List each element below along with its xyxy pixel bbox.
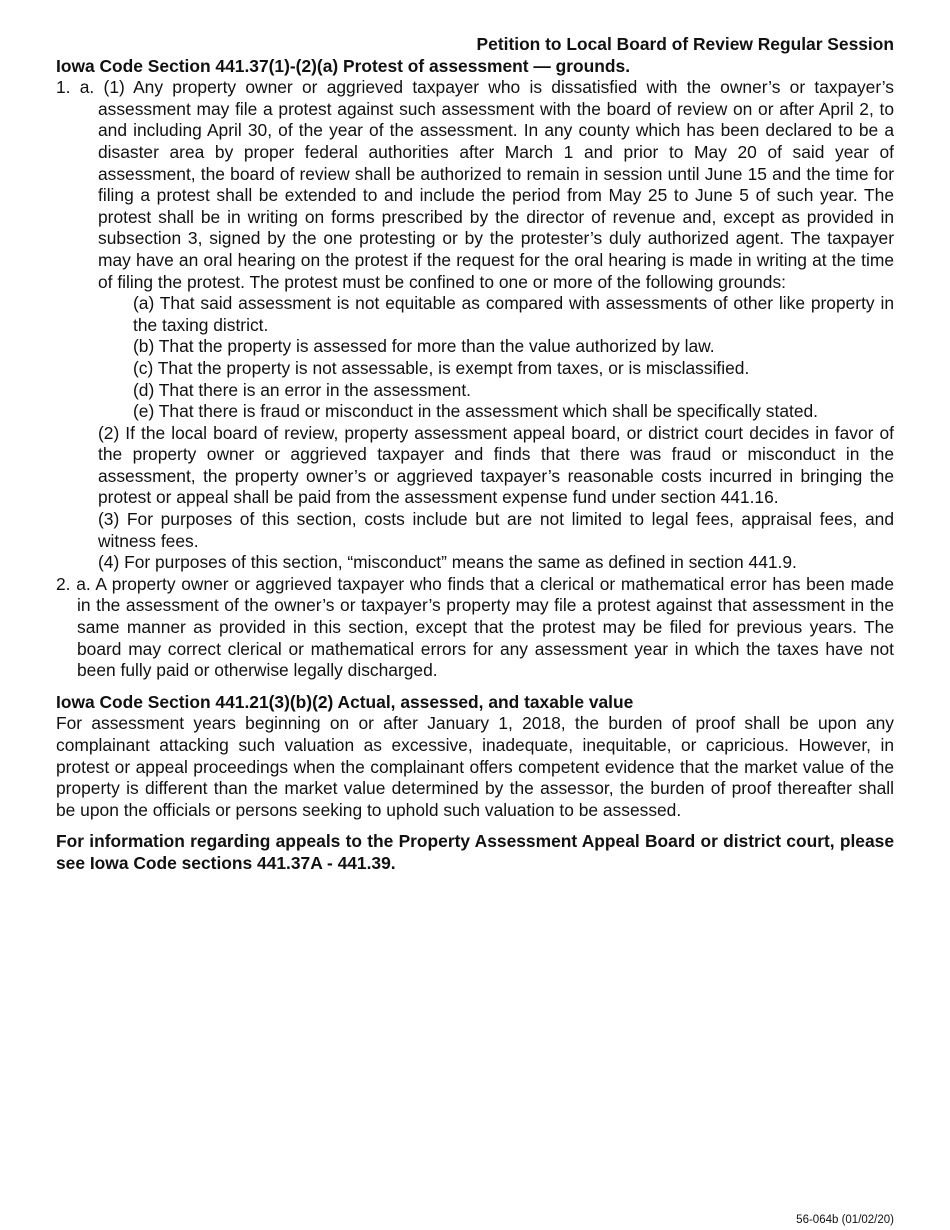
section-heading-441-37: Iowa Code Section 441.37(1)-(2)(a) Protest of assessment — grounds. xyxy=(56,55,631,76)
paragraph-1a1: 1. a. (1) Any property owner or aggrieved taxpayer who is dissatisfied with the owner’s or taxpayer’s assessment may file a protest against such assessment with the board of review on or after April 2, to and including April 30, of the year of the assessment. In any county which has been declared to be a disaster area by proper federal authorities after March 1 and prior to May 20 of said year of assessment, the board of review shall be authorized to remain in session until June 15 and the time for filing a protest shall be extended to and include the period from May 25 to June 5 of such year. The protest shall be in writing on forms prescribed by the director of revenue and, except as provided in subsection 3, signed by the one protesting or by the protester’s duly authorized agent. The taxpayer may have an oral hearing on the protest if the request for the oral hearing is made in writing at the time of filing the protest. The protest must be confined to one or more of the following grounds: xyxy=(56,77,894,292)
appeals-note: For information regarding appeals to the Property Assessment Appeal Board or district court, please see Iowa Code sections 441.37A - 441.39. xyxy=(56,831,894,873)
paragraph-1a2: (2) If the local board of review, property assessment appeal board, or district court decides in favor of the property owner or aggrieved taxpayer and finds that there was fraud or misconduct in the assessment, the property owner’s or aggrieved taxpayer’s reasonable costs incurred in bringing the protest or appeal shall be paid from the assessment expense fund under section 441.16. xyxy=(98,422,894,508)
document-page xyxy=(56,34,894,875)
ground-item-e: (e) That there is fraud or misconduct in the assessment which shall be specifically stated. xyxy=(133,401,818,422)
ground-item-c: (c) That the property is not assessable, is exempt from taxes, or is misclassified. xyxy=(133,357,750,378)
paragraph-burden-of-proof: For assessment years beginning on or after January 1, 2018, the burden of proof shall be upon any complainant attacking such valuation as excessive, inadequate, inequitable, or capricious. However, in protest or appeal proceedings when the complainant offers competent evidence that the market value of the property is different than the market value determined by the assessor, the burden of proof thereafter shall be upon the officials or persons seeking to uphold such valuation to be assessed. xyxy=(56,713,894,820)
form-code: 56-064b (01/02/20) xyxy=(796,1214,894,1226)
paragraph-1a3: (3) For purposes of this section, costs include but are not limited to legal fees, appraisal fees, and witness fees. xyxy=(98,509,894,551)
form-title: Petition to Local Board of Review Regular Session xyxy=(476,34,894,54)
ground-item-d: (d) That there is an error in the assessment. xyxy=(133,379,471,400)
section-protest-grounds xyxy=(56,56,894,682)
ground-item-a: (a) That said assessment is not equitable as compared with assessments of other like property in the taxing district. xyxy=(133,293,894,335)
section-heading-441-21: Iowa Code Section 441.21(3)(b)(2) Actual, assessed, and taxable value xyxy=(56,691,634,712)
section-taxable-value xyxy=(56,692,894,822)
paragraph-1a4: (4) For purposes of this section, “misconduct” means the same as defined in section 441.9. xyxy=(98,552,797,573)
ground-item-b: (b) That the property is assessed for more than the value authorized by law. xyxy=(133,336,715,357)
grounds-list xyxy=(56,293,894,423)
paragraph-2a: 2. a. A property owner or aggrieved taxpayer who finds that a clerical or mathematical error has been made in the assessment of the owner’s or taxpayer’s property may file a protest against that assessment in the same manner as provided in this section, except that the protest may be filed for previous years. The board may correct clerical or mathematical errors for any assessment year in which the taxes have not been fully paid or otherwise legally discharged. xyxy=(56,573,894,681)
